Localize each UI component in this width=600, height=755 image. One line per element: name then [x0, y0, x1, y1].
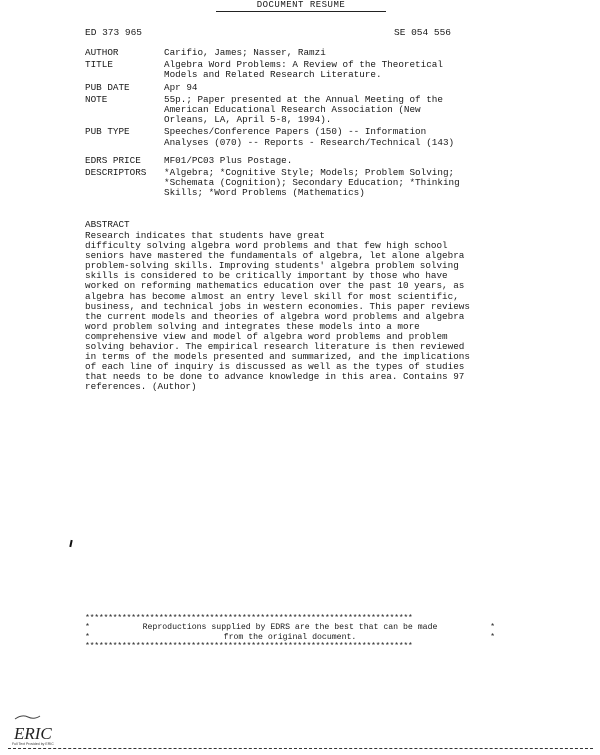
- pub-date-value: Apr 94: [164, 81, 198, 93]
- notice-star-right: *: [490, 632, 495, 642]
- metadata-fields: [85, 48, 505, 201]
- eric-logo-text: ERIC: [14, 724, 52, 743]
- notice-text-1: Reproductions supplied by EDRS are the best that can be made: [142, 623, 438, 633]
- abstract-text: Research indicates that students have great difficulty solving algebra word problems and that few high school seniors have mastered the fundamentals of algebra, let alone algebra problem-solving skills. Improving students' algebra problem solving skills is considered to be critically important by those who have worked on reforming mathematics education over the past 10 years, as algebra has become almost an entry level skill for most scientific, business, and technical jobs in western economies. This paper reviews the current models and theories of algebra word problems and algebra word problem solving and integrates these models into a more comprehensive view and model of algebra word problems and problem solving behavior. The empirical research literature is then reviewed in terms of the models presented and summarized, and the implications of each line of inquiry is discussed as well as the types of studies that needs to be done to advance knowledge in this area. Contains 97 references. (Author): [85, 230, 470, 393]
- reproduction-notice: [85, 614, 495, 651]
- notice-bottom-border: ***********************************************************************: [85, 641, 413, 651]
- notice-text-2: from the original document.: [223, 632, 357, 642]
- author-label: AUTHOR: [85, 47, 119, 58]
- note-label: NOTE: [85, 93, 108, 105]
- title-row: [85, 60, 505, 80]
- notice-line-1: [85, 623, 495, 632]
- title-label: TITLE: [85, 59, 113, 71]
- pub-type-row: [85, 127, 505, 147]
- descriptors-row: [85, 168, 505, 199]
- notice-top-border: ***********************************************************************: [85, 614, 413, 623]
- stray-mark: [69, 540, 72, 547]
- author-row: [85, 48, 505, 58]
- title-value: Algebra Word Problems: A Review of the Theoretical Models and Related Research Literature.: [164, 59, 443, 81]
- pub-type-label: PUB TYPE: [85, 126, 130, 138]
- notice-star-right: *: [490, 623, 495, 633]
- author-value: Carifio, James; Nasser, Ramzi: [164, 47, 326, 58]
- pub-date-row: [85, 83, 505, 93]
- pub-type-value: Speeches/Conference Papers (150) -- Information Analyses (070) -- Reports - Research/Technical (143): [164, 126, 455, 148]
- bottom-rule: [8, 748, 593, 749]
- notice-line-2: [85, 633, 495, 642]
- edrs-price-value: MF01/PC03 Plus Postage.: [164, 154, 293, 166]
- edrs-price-row: [85, 156, 505, 166]
- ed-number: ED 373 965: [85, 27, 143, 38]
- descriptors-value: *Algebra; *Cognitive Style; Models; Problem Solving; *Schemata (Cognition); Secondary Education; *Thinking Skills; *Word Problems (Mathematics): [164, 167, 460, 199]
- note-value: 55p.; Paper presented at the Annual Meeting of the American Educational Research Association (New Orleans, LA, April 5-8, 1994).: [164, 93, 443, 126]
- edrs-price-label: EDRS PRICE: [85, 154, 141, 166]
- abstract-label: ABSTRACT: [85, 219, 130, 230]
- notice-star-left: *: [85, 623, 90, 633]
- pub-date-label: PUB DATE: [85, 81, 130, 93]
- document-resume-banner: DOCUMENT RESUME: [216, 0, 386, 12]
- descriptors-label: DESCRIPTORS: [85, 167, 147, 179]
- notice-star-left: *: [85, 632, 90, 642]
- eric-logo-subtext: Full Text Provided by ERIC: [12, 742, 54, 746]
- se-number: SE 054 556: [394, 27, 452, 38]
- note-row: [85, 95, 505, 126]
